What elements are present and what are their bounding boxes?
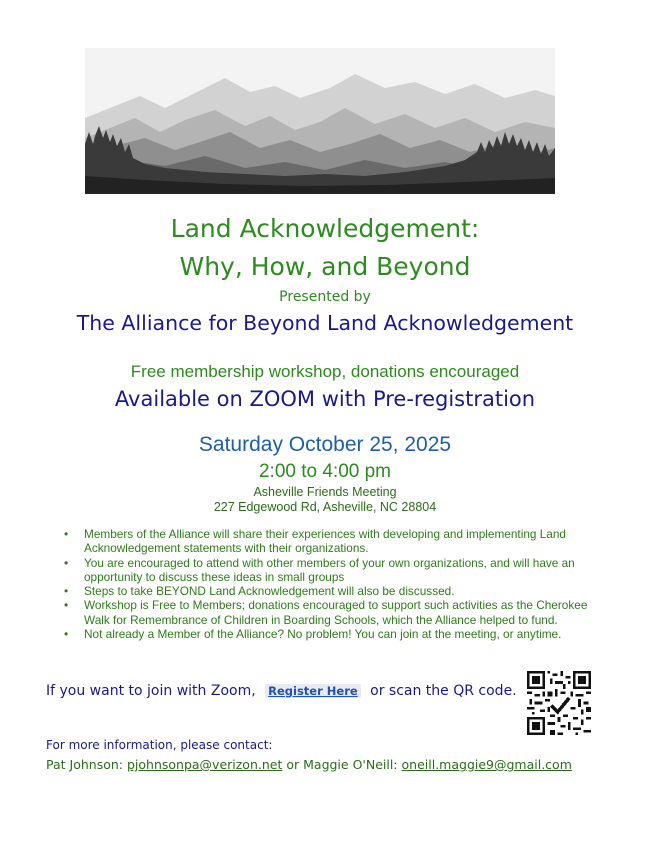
details-list: [62, 527, 610, 641]
event-venue: Asheville Friends Meeting: [253, 485, 397, 499]
qr-code-icon[interactable]: [527, 671, 591, 735]
register-here-link[interactable]: Register Here: [265, 684, 361, 698]
event-date: Saturday October 25, 2025: [198, 433, 452, 456]
list-item: • You are encouraged to attend with other members of your own organizations, and will have an opportunity to discuss these ideas in small groups: [62, 556, 610, 585]
free-workshop-text: Free membership workshop, donations encouraged: [130, 362, 520, 381]
list-item: • Steps to take BEYOND Land Acknowledgement will also be discussed.: [62, 584, 610, 598]
list-item: • Members of the Alliance will share their experiences with developing and implementing Land Acknowledgement statements with their organizations.: [62, 527, 610, 556]
event-time: 2:00 to 4:00 pm: [258, 461, 392, 482]
presented-by-label: Presented by: [279, 289, 371, 305]
email-link-2[interactable]: oneill.maggie9@gmail.com: [401, 757, 572, 772]
email-link-1[interactable]: pjohnsonpa@verizon.net: [126, 757, 283, 772]
contact-line: [46, 757, 572, 772]
contact-heading: For more information, please contact:: [46, 738, 273, 752]
organization-name: The Alliance for Beyond Land Acknowledgement: [76, 311, 574, 335]
mountain-banner-image: [85, 48, 555, 194]
list-item: • Not already a Member of the Alliance? No problem! You can join at the meeting, or anytime.: [62, 627, 610, 641]
title-line-1: Land Acknowledgement:: [170, 214, 480, 243]
title-line-2: Why, How, and Beyond: [179, 252, 471, 281]
event-address: 227 Edgewood Rd, Asheville, NC 28804: [213, 500, 437, 514]
zoom-availability-text: Available on ZOOM with Pre-registration: [114, 387, 536, 411]
list-item: • Workshop is Free to Members; donations encouraged to support such activities as the Cherokee Walk for Remembrance of Children in Boarding Schools, which the Alliance helped to fund.: [62, 598, 610, 627]
register-prefix: If you want to join with Zoom,: [46, 683, 256, 699]
contact-person-1: Pat Johnson:: [46, 757, 123, 772]
register-line: [46, 683, 517, 699]
contact-connector: or Maggie O'Neill:: [286, 757, 398, 772]
register-suffix: or scan the QR code.: [370, 683, 517, 699]
